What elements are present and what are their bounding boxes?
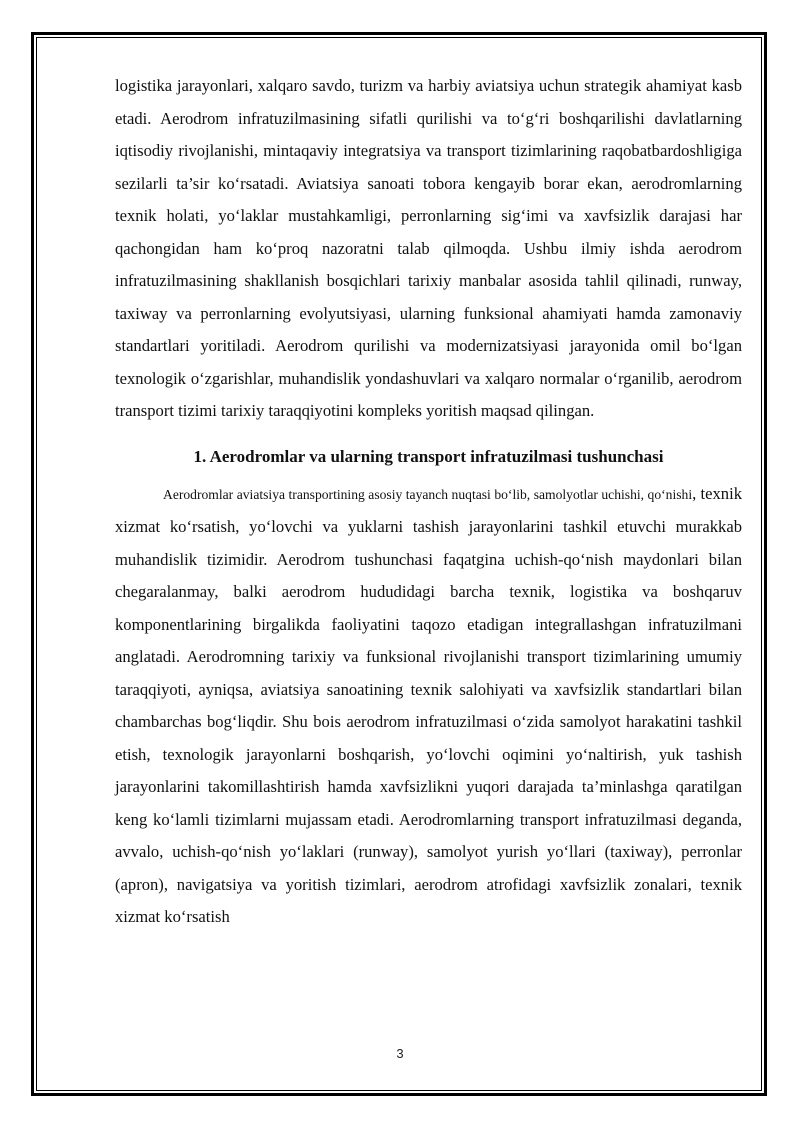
document-body xyxy=(115,70,742,934)
section-paragraph xyxy=(115,478,742,934)
intro-paragraph: logistika jarayonlari, xalqaro savdo, turizm va harbiy aviatsiya uchun strategik ahamiyat kasb etadi. Aerodrom infratuzilmasining sifatli qurilishi va to‘g‘ri boshqarilishi davlatlarning iqtisodiy rivojlanishi, mintaqaviy integratsiya va transport tizimlarining raqobatbardoshligiga sezilarli ta’sir ko‘rsatadi. Aviatsiya sanoati tobora kengayib borar ekan, aerodromlarning texnik holati, yo‘laklar mustahkamligi, perronlarning sig‘imi va xavfsizlik darajasi har qachongidan ham ko‘proq nazoratni talab qilmoqda. Ushbu ilmiy ishda aerodrom infratuzilmasining shakllanish bosqichlari tarixiy manbalar asosida tahlil qilinadi, runway, taxiway va perronlarning evolyutsiyasi, ularning funksional ahamiyati hamda zamonaviy standartlari yoritiladi. Aerodrom qurilishi va modernizatsiyasi jarayonida omil bo‘lgan texnologik o‘zgarishlar, muhandislik yondashuvlari va xalqaro normalar o‘rganilib, aerodrom transport tizimi tarixiy taraqqiyotini kompleks yoritish maqsad qilingan. xyxy=(115,76,742,420)
section-heading: 1. Aerodromlar va ularning transport infratuzilmasi tushunchasi xyxy=(193,446,664,466)
section-paragraph-body: , texnik xizmat ko‘rsatish, yo‘lovchi va yuklarni tashish jarayonlarini tashkil etuvchi murakkab muhandislik tizimidir. Aerodrom tushunchasi faqatgina uchish-qo‘nish maydonlari bilan chegaralanmay, balki aerodrom hududidagi barcha texnik, logistika va boshqaruv komponentlarining birgalikda faoliyatini taqozo etadigan integrallashgan infratuzilmani anglatadi. Aerodromning tarixiy va funksional rivojlanishi transport tizimlarining umumiy taraqqiyoti, ayniqsa, aviatsiya sanoatining texnik salohiyati va xavfsizlik standartlari bilan chambarchas bog‘liqdir. Shu bois aerodrom infratuzilmasi o‘zida samolyot harakatini tashkil etish, texnologik jarayonlarni boshqarish, yo‘lovchi oqimini yo‘naltirish, yuk tashish jarayonlarini takomillashtirish hamda xavfsizlikni yuqori darajada ta’minlashga qaratilgan keng ko‘lamli tizimlarni mujassam etadi. Aerodromlarning transport infratuzilmasi deganda, avvalo, uchish-qo‘nish yo‘laklari (runway), samolyot yurish yo‘llari (taxiway), perronlar (apron), navigatsiya va yoritish tizimlari, aerodrom atrofidagi xavfsizlik zonalari, texnik xizmat ko‘rsatish xyxy=(115,483,742,926)
page-number: 3 xyxy=(396,1046,404,1061)
section-paragraph-opening: Aerodromlar aviatsiya transportining asosiy tayanch nuqtasi bo‘lib, samolyotlar uchishi, qo‘nishi xyxy=(163,486,693,502)
